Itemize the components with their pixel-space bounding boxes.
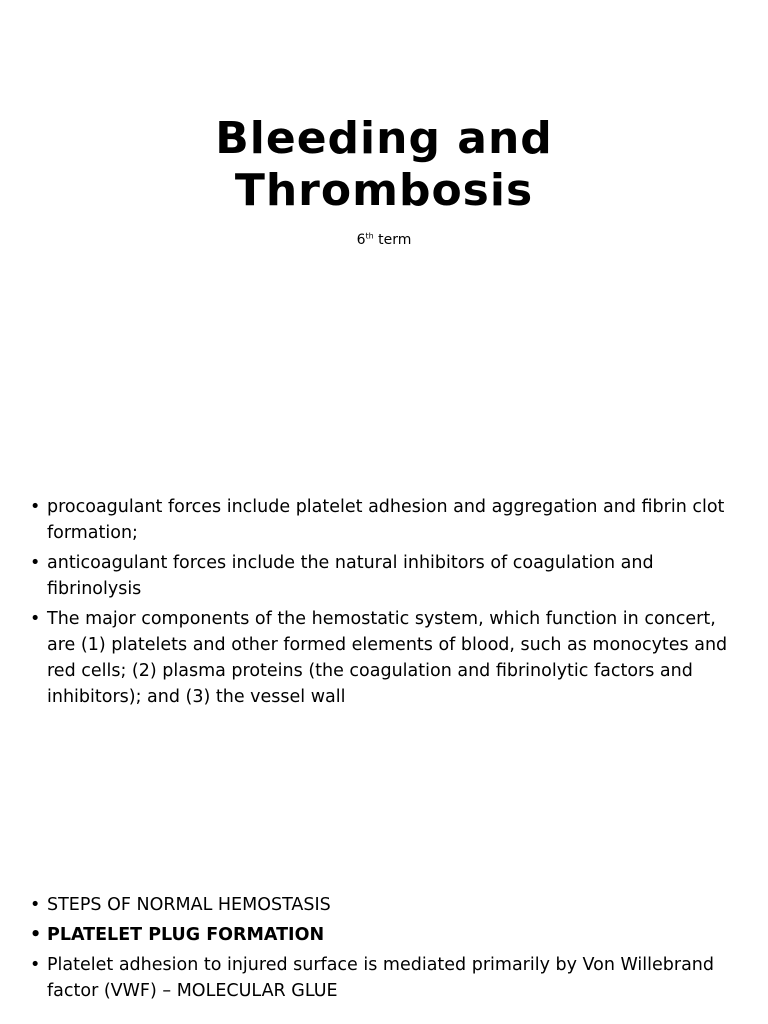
bullet-marker: • [30,497,41,517]
bullet-marker: • [30,895,41,915]
list-item [30,952,745,1004]
bullet-marker: • [30,955,41,975]
bullet-marker: • [30,609,41,629]
bullet-marker: • [30,925,42,945]
bullet-text: Platelet adhesion to injured surface is mediated primarily by Von Willebrand factor (VWF) – MOLECULAR GLUE [47,955,714,1001]
bullet-list [30,494,745,714]
bullet-text: STEPS OF NORMAL HEMOSTASIS [47,895,331,915]
bullet-list [30,892,745,1008]
bullet-text: The major components of the hemostatic system, which function in concert, are (1) platelets and other formed elements of blood, such as monocytes and red cells; (2) plasma proteins (the coagulation and fibrinolytic factors and inhibitors); and (3) the vessel wall [47,609,728,707]
content-slide-hemostatic-forces [0,384,768,768]
list-item [30,922,745,948]
list-item [30,550,745,602]
list-item [30,494,745,546]
bullet-text: PLATELET PLUG FORMATION [47,925,325,945]
slide-title [0,113,768,217]
subtitle-superscript: th [365,231,374,241]
list-item [30,892,745,918]
title-slide [0,0,768,384]
content-slide-normal-hemostasis [0,768,768,1024]
bullet-text: anticoagulant forces include the natural inhibitors of coagulation and fibrinolysis [47,553,654,599]
slide-subtitle [0,231,768,249]
bullet-text: procoagulant forces include platelet adhesion and aggregation and fibrin clot formation; [47,497,725,543]
title-line-1: Bleeding and [215,113,553,164]
subtitle-text: term [373,232,412,248]
title-line-2: Thrombosis [234,165,534,216]
list-item [30,606,745,710]
subtitle-number: 6 [356,232,366,248]
bullet-marker: • [30,553,41,573]
